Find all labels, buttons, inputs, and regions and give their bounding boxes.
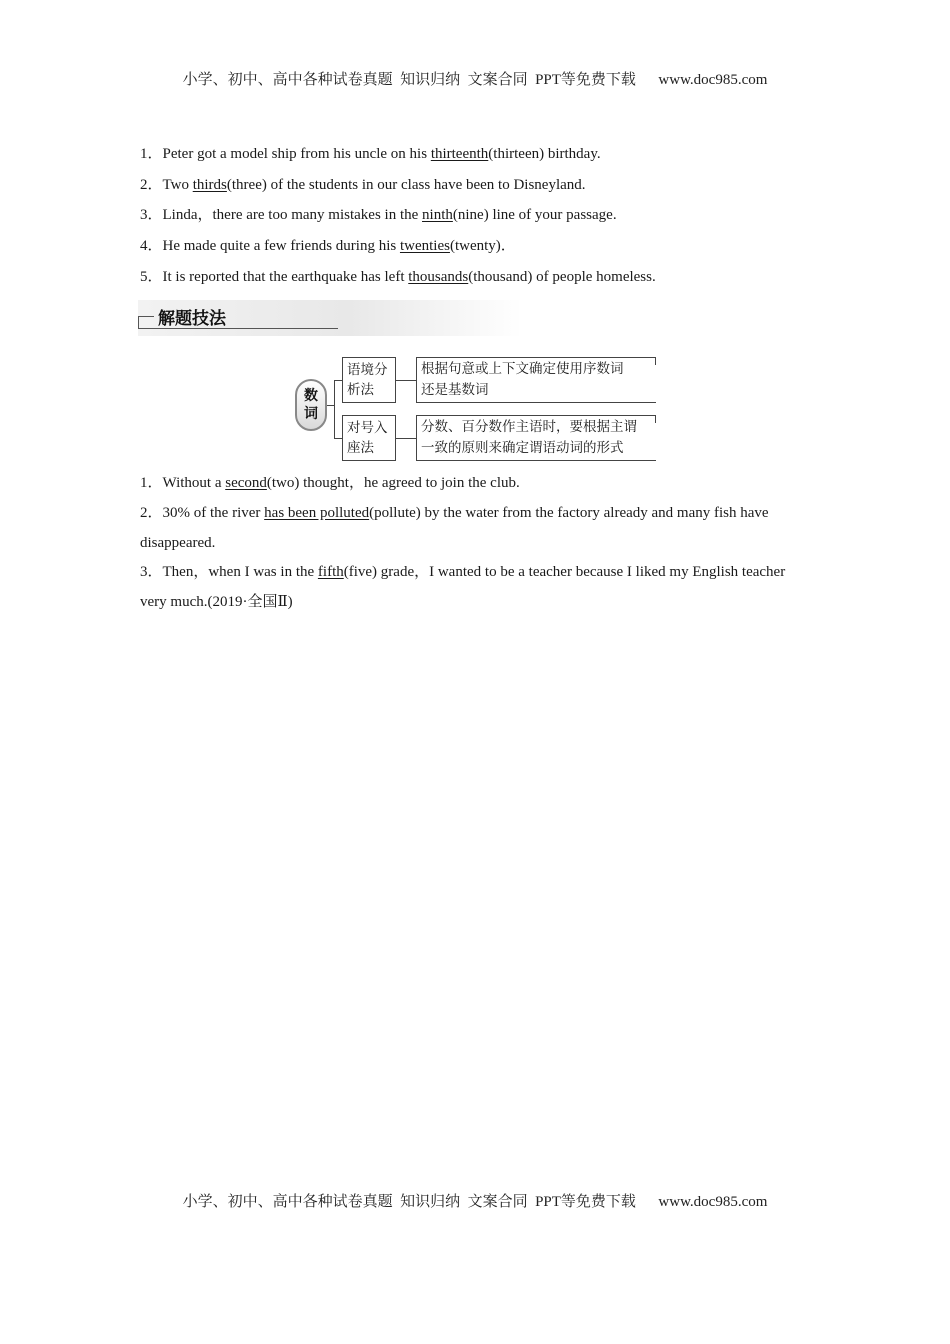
section-title: 解题技法 — [158, 309, 226, 329]
banner-dash — [138, 316, 154, 317]
item-number: 3． — [140, 207, 163, 223]
description-line: 根据句意或上下文确定使用序数词 — [421, 361, 624, 377]
item-number: 2． — [140, 177, 163, 193]
exercise-a-2 — [140, 170, 812, 200]
item-text: (three) of the students in our class have been to Disneyland. — [226, 177, 586, 193]
answer-blank: thirds — [192, 177, 227, 193]
description-box-matching — [416, 415, 656, 461]
answer-blank: has been polluted — [264, 505, 370, 521]
connector — [396, 380, 416, 381]
answer-blank: thousands — [408, 269, 469, 285]
item-text: Then，when I was in the — [162, 564, 318, 580]
method-label: 语境分 析法 — [347, 362, 388, 398]
method-box-matching — [342, 415, 396, 461]
item-text: (thousand) of people homeless. — [468, 269, 656, 285]
diagram-root-node — [295, 379, 327, 431]
page-header: 小学、初中、高中各种试卷真题 知识归纳 文案合同 PPT等免费下载 www.doc985.com — [182, 72, 768, 88]
item-number: 5． — [140, 269, 163, 285]
answer-blank: fifth — [317, 564, 344, 580]
exercise-a-4 — [140, 231, 812, 261]
answer-blank: twenties — [399, 238, 450, 254]
item-number: 2． — [140, 505, 163, 521]
item-text: Two — [162, 177, 193, 193]
item-text: He made quite a few friends during his — [162, 238, 400, 254]
description-box-context — [416, 357, 656, 403]
answer-blank: thirteenth — [430, 146, 489, 162]
page-footer: 小学、初中、高中各种试卷真题 知识归纳 文案合同 PPT等免费下载 www.doc985.com — [182, 1194, 768, 1210]
connector — [334, 380, 335, 438]
item-text: (five) grade，I wanted to be a teacher because I liked my English teacher very much.(2019·全国Ⅱ) — [140, 564, 786, 610]
item-text: (nine) line of your passage. — [452, 207, 617, 223]
item-text: 30% of the river — [162, 505, 265, 521]
exercise-b-2 — [140, 498, 812, 558]
exercise-a-3 — [140, 200, 812, 230]
item-number: 1． — [140, 475, 163, 491]
item-number: 4． — [140, 238, 163, 254]
exercise-b-1 — [140, 468, 812, 498]
description-line: 一致的原则来确定谓语动词的形式 — [421, 440, 624, 456]
item-text: It is reported that the earthquake has left — [162, 269, 409, 285]
method-diagram — [292, 355, 658, 463]
item-text: Linda，there are too many mistakes in the — [162, 207, 423, 223]
description-line: 分数、百分数作主语时，要根据主谓 — [421, 419, 637, 435]
exercise-b-3 — [140, 557, 812, 617]
connector — [334, 380, 342, 381]
description-line: 还是基数词 — [421, 382, 489, 398]
root-label: 数 词 — [304, 388, 318, 422]
item-text: (pollute) by the water from the factory already and many fish have disappeared. — [140, 505, 769, 551]
item-text: (thirteen) birthday. — [488, 146, 601, 162]
answer-blank: second — [225, 475, 267, 491]
connector — [334, 438, 342, 439]
item-number: 3． — [140, 564, 163, 580]
item-text: Peter got a model ship from his uncle on his — [162, 146, 431, 162]
item-number: 1． — [140, 146, 163, 162]
connector — [396, 438, 416, 439]
item-text: Without a — [162, 475, 226, 491]
section-banner — [138, 296, 522, 340]
method-label: 对号入 座法 — [347, 420, 388, 456]
answer-blank: ninth — [422, 207, 453, 223]
method-box-context — [342, 357, 396, 403]
exercise-a-1 — [140, 139, 812, 169]
exercise-a-5 — [140, 262, 812, 292]
item-text: (twenty)． — [449, 238, 516, 254]
item-text: (two) thought，he agreed to join the club. — [266, 475, 520, 491]
